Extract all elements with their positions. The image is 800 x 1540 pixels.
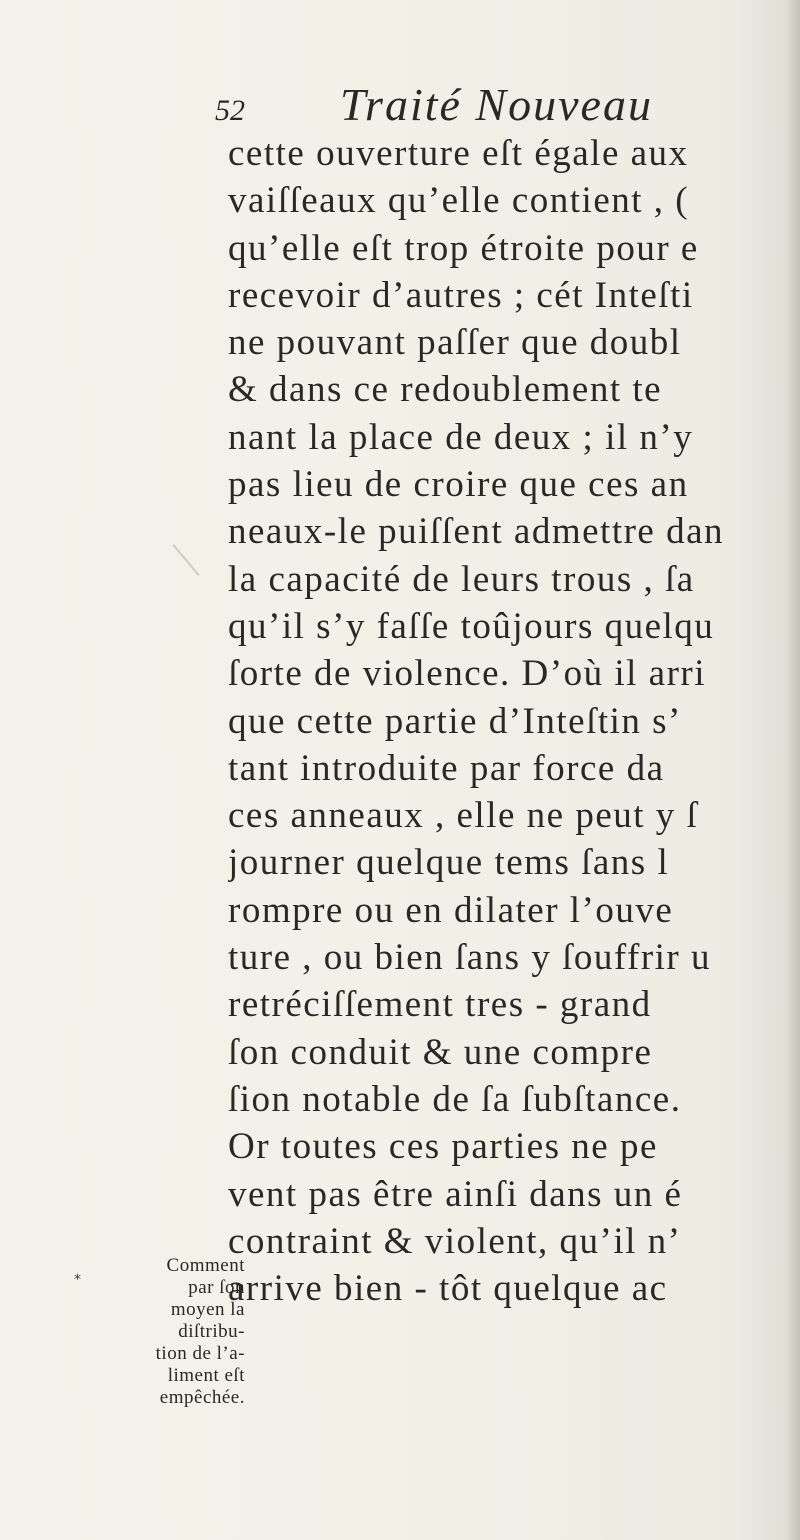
text-line: ces anneaux , elle ne peut y ſ — [228, 795, 699, 837]
text-line: qu’il s’y faſſe toûjours quelqu — [228, 605, 715, 647]
text-line: journer quelque tems ſans l — [228, 842, 670, 884]
marginal-note — [110, 1255, 245, 1409]
running-title: Traité Nouveau — [340, 79, 653, 130]
text-line: arrive bien - tôt quelque ac — [228, 1268, 668, 1310]
text-line: ne pouvant paſſer que doubl — [228, 322, 682, 364]
text-line: rompre ou en dilater l’ouve — [228, 889, 674, 931]
text-line: qu’elle eſt trop étroite pour e — [228, 227, 699, 269]
marginal-note-line: par ſon — [188, 1277, 245, 1298]
text-line: Or toutes ces parties ne pe — [228, 1126, 658, 1168]
text-line: contraint & violent, qu’il n’ — [228, 1220, 682, 1262]
body-text — [228, 130, 800, 1312]
marginal-note-line: empêchée. — [159, 1387, 245, 1408]
text-line: vaiſſeaux qu’elle contient , ( — [228, 180, 690, 222]
text-line: vent pas être ainſi dans un é — [228, 1173, 683, 1215]
marginal-note-line: tion de l’a- — [155, 1343, 245, 1364]
text-line: nant la place de deux ; il n’y — [228, 416, 694, 458]
text-line: ſorte de violence. D’où il arri — [228, 653, 706, 695]
ink-smudge — [172, 544, 199, 576]
text-line: tant introduite par force da — [228, 747, 665, 789]
text-line: & dans ce redoublement te — [228, 369, 663, 411]
text-line: que cette partie d’Inteſtin s’ — [228, 700, 682, 742]
text-line: recevoir d’autres ; cét Inteſti — [228, 274, 694, 316]
text-line: ture , ou bien ſans y ſouffrir u — [228, 937, 712, 979]
marginal-note-line: moyen la — [170, 1299, 245, 1320]
text-line: cette ouverture eſt égale aux — [228, 133, 689, 174]
asterisk-mark: * — [74, 1272, 81, 1288]
text-line: retréciſſement tres - grand — [228, 984, 652, 1026]
text-line: neaux-le puiſſent admettre dan — [228, 511, 725, 553]
text-line: ſon conduit & une compre — [228, 1031, 653, 1073]
page-header — [215, 78, 775, 138]
marginal-note-line: diſtribu- — [178, 1321, 245, 1342]
page-number: 52 — [215, 94, 245, 127]
text-line: ſion notable de ſa ſubſtance. — [228, 1078, 682, 1120]
text-line: pas lieu de croire que ces an — [228, 464, 689, 506]
marginal-note-line: liment eſt — [167, 1365, 245, 1386]
text-line: la capacité de leurs trous , ſa — [228, 558, 695, 600]
marginal-note-line: Comment — [166, 1255, 245, 1276]
